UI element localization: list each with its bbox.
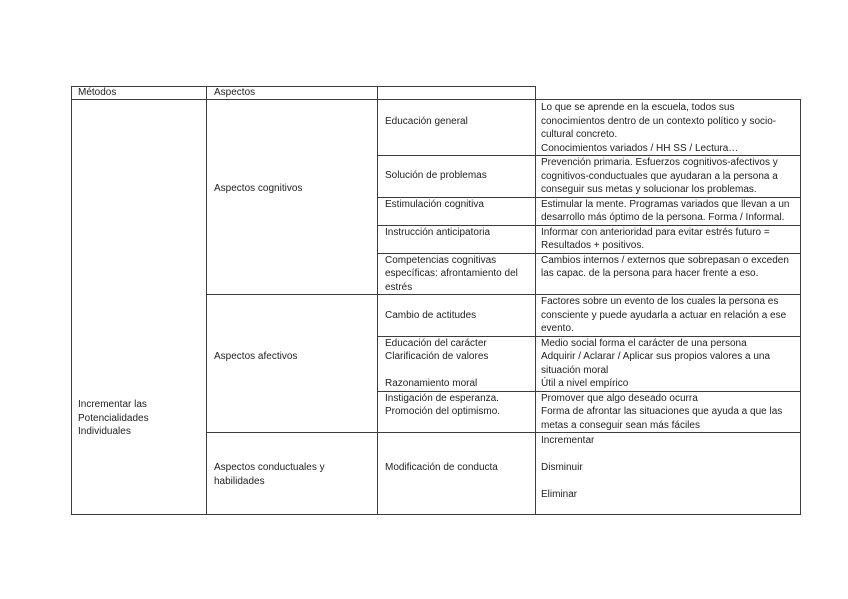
detail-line: Conocimientos variados / HH SS / Lectura… (541, 142, 739, 154)
detail-line: situación moral (541, 364, 609, 376)
detail-line: cognitivos-conductuales que ayudaran a la persona a (541, 170, 778, 182)
detail-line: cultural concreto. (541, 129, 618, 140)
item-label: Instigación de esperanza. (385, 392, 499, 404)
item-cell (378, 100, 536, 156)
detail-line: desarrollo más óptimo de la persona. Forma / Informal. (541, 212, 785, 223)
detail-line: Factores sobre un evento de los cuales la persona es (541, 296, 779, 307)
item-label: Promoción del optimismo. (385, 406, 501, 417)
aspect-label: Aspectos afectivos (214, 351, 298, 362)
detail-line: conseguir sus metas y solucionar los problemas. (541, 184, 757, 195)
header-gap (536, 87, 801, 100)
item-cell (378, 336, 536, 391)
detail-line: Medio social forma el carácter de una persona (541, 337, 747, 349)
item-label: Educación general (385, 116, 468, 127)
item-label: Clarificación de valores (385, 351, 489, 362)
item-cell (378, 225, 536, 253)
detail-cell (536, 295, 801, 337)
detail-cell (536, 225, 801, 253)
detail-line: Promover que algo deseado ocurra (541, 392, 698, 404)
detail-line: Forma de afrontar las situaciones que ayuda a que las (541, 406, 783, 417)
item-cell (378, 253, 536, 295)
item-label: Modificación de conducta (385, 462, 498, 473)
item-label: Solución de problemas (385, 170, 487, 181)
item-cell (378, 156, 536, 198)
detail-cell (536, 156, 801, 198)
line-spacer (541, 475, 800, 489)
method-line: Incrementar las (78, 399, 147, 410)
item-cell (378, 295, 536, 337)
method-cell (72, 100, 207, 515)
detail-line: Adquirir / Aclarar / Aplicar sus propios valores a una (541, 351, 770, 362)
detail-line: Cambios internos / externos que sobrepasan o exceden (541, 254, 789, 266)
item-label: Cambio de actitudes (385, 310, 477, 321)
item-label: Estimulación cognitiva (385, 198, 484, 210)
item-label: Competencias cognitivas (385, 254, 497, 266)
detail-line: consciente y puede ayudarla a actuar en relación a ese (541, 309, 787, 321)
detail-line: Informar con anterioridad para evitar estrés futuro = (541, 226, 770, 238)
line-spacer (541, 448, 800, 462)
item-label: específicas: afrontamiento del (385, 268, 518, 279)
detail-cell (536, 433, 801, 515)
method-line: Individuales (78, 426, 131, 437)
aspect-cell-cognitivos (207, 100, 378, 295)
detail-line: Resultados + positivos. (541, 240, 645, 251)
detail-line: Prevención primaria. Esfuerzos cognitivos-afectivos y (541, 157, 778, 168)
detail-cell (536, 197, 801, 225)
detail-cell (536, 391, 801, 433)
detail-line: evento. (541, 323, 574, 334)
detail-line: conocimientos dentro de un contexto político y socio- (541, 115, 777, 127)
detail-cell (536, 253, 801, 295)
item-cell (378, 197, 536, 225)
item-label: Instrucción anticipatoria (385, 226, 491, 238)
aspect-label: habilidades (214, 475, 265, 487)
aspect-label: Aspectos conductuales y (214, 462, 325, 473)
detail-line: Disminuir (541, 462, 583, 473)
line-spacer (385, 364, 535, 378)
header-row (72, 87, 801, 100)
detail-line: las capac. de la persona para hacer frente a eso. (541, 268, 759, 279)
detail-line: Incrementar (541, 435, 595, 446)
item-label: estrés (385, 281, 413, 293)
detail-line: Estimular la mente. Programas variados que llevan a un (541, 198, 790, 210)
methods-table (71, 86, 801, 515)
header-aspectos: Aspectos (207, 87, 378, 100)
aspect-cell-afectivos (207, 295, 378, 433)
aspect-label: Aspectos cognitivos (214, 183, 303, 194)
method-line: Potencialidades (78, 412, 149, 424)
item-label: Educación del carácter (385, 337, 487, 349)
item-cell (378, 391, 536, 433)
item-label: Razonamiento moral (385, 378, 478, 389)
detail-line: Útil a nivel empírico (541, 378, 629, 389)
detail-cell (536, 336, 801, 391)
table-row (72, 100, 801, 156)
item-cell (378, 433, 536, 515)
aspect-cell-conductuales (207, 433, 378, 515)
header-blank (378, 87, 536, 100)
detail-line: metas a conseguir sean más fáciles (541, 419, 700, 431)
detail-cell (536, 100, 801, 156)
detail-line: Eliminar (541, 489, 578, 500)
detail-line: Lo que se aprende en la escuela, todos sus (541, 102, 735, 113)
header-metodos: Métodos (72, 87, 207, 100)
